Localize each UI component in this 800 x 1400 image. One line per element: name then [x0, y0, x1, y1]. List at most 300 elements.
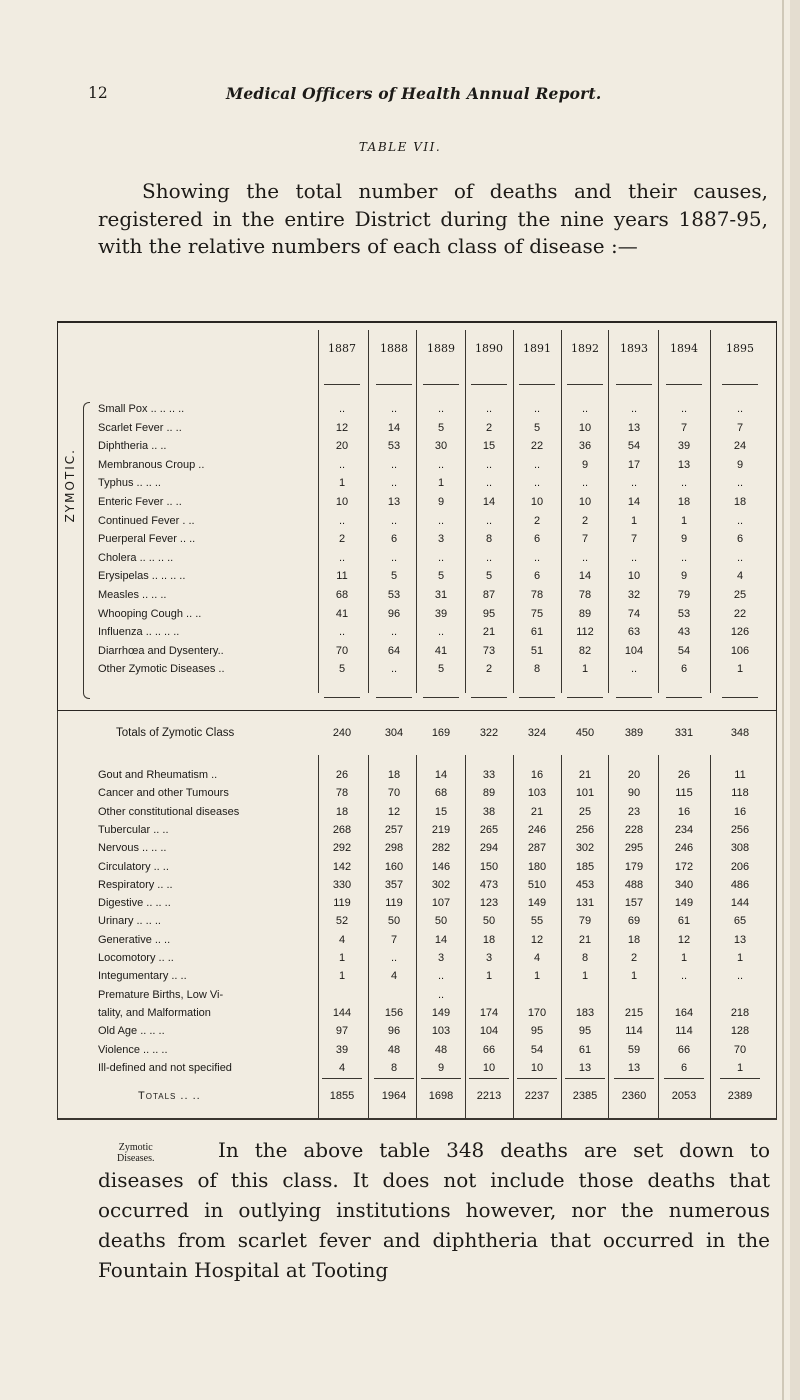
row-label: Respiratory .. .. — [98, 879, 173, 891]
table-cell: 5 — [338, 663, 346, 675]
year-underline — [616, 384, 652, 385]
column-divider — [513, 755, 514, 1118]
table-cell: .. — [338, 515, 346, 527]
table-cell: 33 — [482, 769, 496, 781]
table-cell: 150 — [479, 861, 499, 873]
table-cell: 183 — [575, 1007, 595, 1019]
table-cell: 89 — [578, 608, 592, 620]
table-cell: 12 — [335, 422, 349, 434]
table-cell: 1 — [533, 970, 541, 982]
row-label: Integumentary .. .. — [98, 970, 187, 982]
row-label: Violence .. .. .. — [98, 1044, 168, 1056]
table-cell: 486 — [730, 879, 750, 891]
table-cell: 22 — [733, 608, 747, 620]
table-cell: 9 — [437, 1062, 445, 1074]
year-header: 1891 — [523, 342, 551, 355]
table-cell: .. — [390, 626, 398, 638]
table-cell: 268 — [332, 824, 352, 836]
column-divider — [318, 755, 319, 1118]
sum-rule — [720, 1078, 760, 1079]
table-cell: 1 — [338, 970, 346, 982]
row-label: Tubercular .. .. — [98, 824, 169, 836]
table-cell: .. — [680, 477, 688, 489]
table-cell: 5 — [437, 663, 445, 675]
table-cell: 294 — [479, 842, 499, 854]
sum-rule — [519, 697, 555, 698]
table-cell: 68 — [434, 787, 448, 799]
table-cell: 13 — [627, 1062, 641, 1074]
table-cell: 473 — [479, 879, 499, 891]
row-label: Totals of Zymotic Class — [116, 727, 235, 739]
table-cell: 115 — [675, 787, 693, 799]
table-cell: 149 — [674, 897, 694, 909]
table-cell: .. — [437, 552, 445, 564]
table-cell: 144 — [332, 1007, 352, 1019]
table-cell: 206 — [730, 861, 750, 873]
table-cell: 21 — [482, 626, 496, 638]
table-cell: 149 — [431, 1007, 451, 1019]
row-label: Cancer and other Tumours — [98, 787, 229, 799]
table-cell: .. — [437, 626, 445, 638]
table-cell: .. — [630, 552, 638, 564]
table-cell: 87 — [482, 589, 496, 601]
table-cell: 1698 — [428, 1090, 454, 1102]
row-label: Generative .. .. — [98, 934, 171, 946]
table-cell: 8 — [390, 1062, 398, 1074]
table-cell: 32 — [627, 589, 641, 601]
table-cell: .. — [437, 459, 445, 471]
table-cell: 14 — [578, 570, 592, 582]
year-header: 1890 — [475, 342, 503, 355]
table-cell: 1 — [680, 515, 688, 527]
table-cell: 156 — [384, 1007, 404, 1019]
table-cell: 24 — [733, 440, 747, 452]
table-cell: 6 — [390, 533, 398, 545]
table-cell: 1 — [680, 952, 688, 964]
table-cell: 78 — [530, 589, 544, 601]
table-cell: 357 — [384, 879, 404, 891]
premature-label-row — [0, 989, 800, 1007]
table-cell: 70 — [335, 645, 349, 657]
table-cell: 13 — [627, 422, 641, 434]
table-cell: .. — [390, 515, 398, 527]
table-cell: 5 — [437, 570, 445, 582]
table-cell: 70 — [387, 787, 401, 799]
table-cell: 180 — [527, 861, 547, 873]
table-right-border — [776, 711, 777, 1118]
table-cell: 30 — [434, 440, 448, 452]
table-cell: 51 — [530, 645, 544, 657]
page-edge — [782, 0, 784, 1400]
table-cell: .. — [630, 403, 638, 415]
table-cell: 2385 — [572, 1090, 598, 1102]
table-cell: 18 — [387, 769, 401, 781]
table-cell: 3 — [437, 533, 445, 545]
table-cell: 5 — [533, 422, 541, 434]
column-divider — [416, 755, 417, 1118]
table-cell: 389 — [624, 727, 644, 739]
table-cell: 228 — [624, 824, 644, 836]
table-cell: .. — [736, 403, 744, 415]
table-cell: 324 — [527, 727, 547, 739]
table-cell: 38 — [482, 806, 496, 818]
table-cell: 302 — [575, 842, 595, 854]
row-label: Nervous .. .. .. — [98, 842, 167, 854]
disease-row — [0, 970, 800, 988]
table-cell: .. — [437, 403, 445, 415]
table-cell: 13 — [387, 496, 401, 508]
running-title: Medical Officers of Health Annual Report. — [226, 84, 602, 103]
table-cell: .. — [485, 552, 493, 564]
table-cell: 55 — [530, 915, 544, 927]
table-cell: 149 — [527, 897, 547, 909]
zymotic-row — [0, 403, 800, 421]
table-cell: 96 — [387, 1025, 401, 1037]
table-cell: 10 — [578, 496, 592, 508]
table-cell: 14 — [627, 496, 641, 508]
table-cell: .. — [736, 515, 744, 527]
table-cell: 54 — [627, 440, 641, 452]
table-cell: .. — [390, 552, 398, 564]
disease-row — [0, 1025, 800, 1043]
table-cell: 131 — [575, 897, 595, 909]
disease-row — [0, 842, 800, 860]
table-cell: 8 — [485, 533, 493, 545]
table-cell: 510 — [527, 879, 547, 891]
table-cell: 114 — [675, 1025, 693, 1037]
table-cell: 101 — [575, 787, 595, 799]
table-cell: 26 — [335, 769, 349, 781]
table-cell: 13 — [677, 459, 691, 471]
table-cell: 1 — [581, 970, 589, 982]
table-cell: .. — [485, 515, 493, 527]
table-cell: 13 — [733, 934, 747, 946]
zymotic-row — [0, 496, 800, 514]
table-cell: .. — [437, 515, 445, 527]
table-cell: 10 — [627, 570, 641, 582]
table-cell: 160 — [384, 861, 404, 873]
row-label: Digestive .. .. .. — [98, 897, 171, 909]
table-cell: 1 — [736, 952, 744, 964]
table-cell: 234 — [674, 824, 694, 836]
table-cell: 340 — [674, 879, 694, 891]
table-cell: 1 — [338, 477, 346, 489]
sum-rule — [376, 697, 412, 698]
table-cell: 1 — [581, 663, 589, 675]
table-cell: 21 — [578, 934, 592, 946]
table-cell: .. — [736, 552, 744, 564]
column-divider — [710, 755, 711, 1118]
sum-rule — [423, 697, 459, 698]
table-cell: 146 — [431, 861, 451, 873]
year-header: 1888 — [380, 342, 408, 355]
table-cell: 53 — [387, 589, 401, 601]
table-cell: 172 — [674, 861, 694, 873]
table-cell: 4 — [736, 570, 744, 582]
column-divider — [465, 755, 466, 1118]
table-title: TABLE VII. — [358, 140, 442, 154]
table-cell: 39 — [335, 1044, 349, 1056]
table-cell: 330 — [332, 879, 352, 891]
sum-rule — [664, 1078, 704, 1079]
table-cell: 5 — [485, 570, 493, 582]
table-cell: 16 — [530, 769, 544, 781]
table-cell: 8 — [533, 663, 541, 675]
sum-rule — [722, 697, 758, 698]
table-cell: 144 — [730, 897, 750, 909]
year-underline — [376, 384, 412, 385]
table-cell: .. — [390, 663, 398, 675]
table-cell: 302 — [431, 879, 451, 891]
table-cell: .. — [485, 403, 493, 415]
table-cell: 2 — [581, 515, 589, 527]
table-cell: 2389 — [727, 1090, 753, 1102]
table-cell: 128 — [730, 1025, 750, 1037]
column-divider — [658, 755, 659, 1118]
table-cell: 18 — [733, 496, 747, 508]
table-cell: 66 — [677, 1044, 691, 1056]
table-cell: 21 — [578, 769, 592, 781]
table-cell: 9 — [680, 570, 688, 582]
table-cell: 43 — [677, 626, 691, 638]
year-underline — [423, 384, 459, 385]
zymotic-row — [0, 570, 800, 588]
zymotic-total-row — [0, 727, 800, 745]
year-underline — [567, 384, 603, 385]
table-cell: 8 — [581, 952, 589, 964]
table-cell: 2 — [533, 515, 541, 527]
table-cell: .. — [390, 459, 398, 471]
table-cell: 17 — [627, 459, 641, 471]
row-label: tality, and Malformation — [98, 1007, 211, 1019]
table-cell: 89 — [482, 787, 496, 799]
table-cell: 1 — [485, 970, 493, 982]
table-cell: 4 — [338, 934, 346, 946]
table-cell: 2053 — [671, 1090, 697, 1102]
table-cell: 1855 — [329, 1090, 355, 1102]
table-cell: 20 — [335, 440, 349, 452]
table-cell: 295 — [624, 842, 644, 854]
table-cell: 74 — [627, 608, 641, 620]
premature-row — [0, 1007, 800, 1025]
table-cell: 240 — [332, 727, 352, 739]
page-edge-shadow — [790, 0, 800, 1400]
row-label: Diarrhœa and Dysentery.. — [98, 645, 224, 657]
row-label: Circulatory .. .. — [98, 861, 169, 873]
table-cell: 50 — [482, 915, 496, 927]
disease-row — [0, 824, 800, 842]
disease-row — [0, 787, 800, 805]
disease-row — [0, 806, 800, 824]
table-cell: 54 — [677, 645, 691, 657]
table-cell: 41 — [335, 608, 349, 620]
sum-rule — [471, 697, 507, 698]
sum-rule — [324, 697, 360, 698]
table-cell: 96 — [387, 608, 401, 620]
footer-text: In the above table 348 deaths are set down to diseases of this class. It does not include those deaths that occurred in outlying institutions however, nor the numerous deaths from scarlet fever and diphtheria that occurred in the Fountain Hospital at Tooting — [98, 1138, 770, 1282]
table-cell: 13 — [578, 1062, 592, 1074]
table-cell: 10 — [578, 422, 592, 434]
table-cell: 2 — [485, 422, 493, 434]
table-cell: 10 — [530, 1062, 544, 1074]
year-header: 1892 — [571, 342, 599, 355]
table-cell: 15 — [482, 440, 496, 452]
table-cell: 90 — [627, 787, 641, 799]
table-cell: 18 — [627, 934, 641, 946]
table-cell: .. — [338, 626, 346, 638]
sum-rule — [469, 1078, 509, 1079]
table-cell: 50 — [434, 915, 448, 927]
table-cell: 73 — [482, 645, 496, 657]
table-cell: 282 — [431, 842, 451, 854]
row-label: Continued Fever . .. — [98, 515, 195, 527]
table-cell: 104 — [479, 1025, 499, 1037]
table-cell: 9 — [680, 533, 688, 545]
table-cell: 1 — [630, 515, 638, 527]
table-cell: 78 — [578, 589, 592, 601]
table-cell: 2237 — [524, 1090, 550, 1102]
zymotic-row — [0, 608, 800, 626]
table-cell: 14 — [482, 496, 496, 508]
disease-row — [0, 769, 800, 787]
table-cell: 257 — [384, 824, 404, 836]
table-cell: 2 — [338, 533, 346, 545]
table-cell: 14 — [387, 422, 401, 434]
table-cell: 9 — [437, 496, 445, 508]
table-cell: .. — [485, 459, 493, 471]
table-cell: 123 — [479, 897, 499, 909]
column-divider — [561, 755, 562, 1118]
table-cell: 126 — [730, 626, 750, 638]
table-cell: 41 — [434, 645, 448, 657]
intro-paragraph: Showing the total number of deaths and their causes, registered in the entire District during the nine years 1887-95, with the relative numbers of each class of disease :— — [98, 179, 768, 258]
row-label: Scarlet Fever .. .. — [98, 422, 182, 434]
table-cell: .. — [630, 477, 638, 489]
column-divider — [608, 755, 609, 1118]
row-label: Diphtheria .. .. — [98, 440, 167, 452]
table-cell: 6 — [680, 663, 688, 675]
table-cell: 308 — [730, 842, 750, 854]
disease-row — [0, 915, 800, 933]
table-cell: 450 — [575, 727, 595, 739]
table-cell: 304 — [384, 727, 404, 739]
table-cell: 95 — [482, 608, 496, 620]
table-cell: 298 — [384, 842, 404, 854]
zymotic-row — [0, 477, 800, 495]
table-cell: 18 — [335, 806, 349, 818]
table-cell: 36 — [578, 440, 592, 452]
table-cell: .. — [581, 552, 589, 564]
table-cell: 97 — [335, 1025, 349, 1037]
row-label: Puerperal Fever .. .. — [98, 533, 196, 545]
sum-rule — [517, 1078, 557, 1079]
table-cell: .. — [338, 403, 346, 415]
table-cell: 1 — [736, 1062, 744, 1074]
sum-rule — [565, 1078, 605, 1079]
zymotic-row — [0, 626, 800, 644]
table-cell: 65 — [733, 915, 747, 927]
table-cell: 348 — [730, 727, 750, 739]
table-cell: 23 — [627, 806, 641, 818]
zymotic-row — [0, 459, 800, 477]
row-label: Other Zymotic Diseases .. — [98, 663, 225, 675]
year-header: 1894 — [670, 342, 698, 355]
table-cell: 10 — [335, 496, 349, 508]
sum-rule — [614, 1078, 654, 1079]
table-cell: 14 — [434, 934, 448, 946]
table-cell: 119 — [333, 897, 351, 909]
table-cell: .. — [338, 459, 346, 471]
table-cell: 50 — [387, 915, 401, 927]
grand-total-row — [0, 1090, 800, 1108]
table-cell: 164 — [674, 1007, 694, 1019]
disease-row — [0, 952, 800, 970]
table-cell: 104 — [624, 645, 644, 657]
table-cell: .. — [533, 403, 541, 415]
table-cell: 12 — [530, 934, 544, 946]
table-cell: 256 — [575, 824, 595, 836]
table-cell: 10 — [482, 1062, 496, 1074]
table-cell: 4 — [390, 970, 398, 982]
table-cell: 218 — [730, 1007, 750, 1019]
table-cell: 1 — [338, 952, 346, 964]
table-cell: 22 — [530, 440, 544, 452]
table-cell: 61 — [578, 1044, 592, 1056]
table-cell: 6 — [680, 1062, 688, 1074]
row-label: Locomotory .. .. — [98, 952, 174, 964]
table-cell: 287 — [527, 842, 547, 854]
table-cell: 4 — [338, 1062, 346, 1074]
table-cell: 292 — [332, 842, 352, 854]
row-label: Membranous Croup .. — [98, 459, 205, 471]
table-cell: .. — [390, 477, 398, 489]
zymotic-row — [0, 440, 800, 458]
table-cell: .. — [437, 970, 445, 982]
table-cell: 7 — [581, 533, 589, 545]
disease-row — [0, 879, 800, 897]
disease-row — [0, 897, 800, 915]
table-cell: 1 — [437, 477, 445, 489]
table-cell: 5 — [390, 570, 398, 582]
table-cell: 82 — [578, 645, 592, 657]
table-cell: 6 — [533, 533, 541, 545]
table-cell: 11 — [336, 570, 348, 582]
table-cell: 219 — [431, 824, 451, 836]
table-cell: 10 — [530, 496, 544, 508]
table-cell: 112 — [576, 626, 594, 638]
table-cell: 78 — [335, 787, 349, 799]
page-number: 12 — [88, 84, 108, 102]
table-cell: 18 — [677, 496, 691, 508]
year-header: 1889 — [427, 342, 455, 355]
row-label: Other constitutional diseases — [98, 806, 240, 818]
table-cell: 5 — [437, 422, 445, 434]
table-cell: 75 — [530, 608, 544, 620]
table-cell: 25 — [578, 806, 592, 818]
table-cell: .. — [581, 477, 589, 489]
row-label: Whooping Cough .. .. — [98, 608, 202, 620]
zymotic-brace — [83, 402, 90, 699]
table-cell: 59 — [627, 1044, 641, 1056]
table-cell: .. — [736, 970, 744, 982]
table-cell: 169 — [431, 727, 451, 739]
table-cell: .. — [485, 477, 493, 489]
table-cell: 6 — [533, 570, 541, 582]
row-label: Premature Births, Low Vi- — [98, 989, 224, 1001]
table-cell: .. — [338, 552, 346, 564]
sum-rule — [666, 697, 702, 698]
table-cell: 64 — [387, 645, 401, 657]
